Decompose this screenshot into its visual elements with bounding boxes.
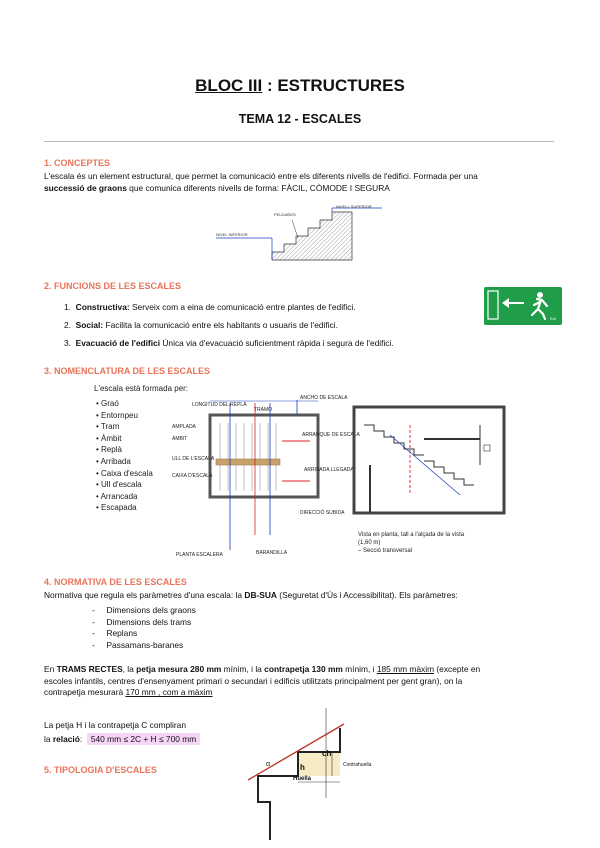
plan-label-planta: PLANTA ESCALERA [176,552,223,558]
fig-h: h [300,763,305,772]
plan-label-ull: ULL DE L'ESCALA [172,456,215,462]
section-2-heading: 2. FUNCIONS DE LES ESCALES [44,281,182,291]
stair-section-figure [350,405,510,517]
page-title [0,76,600,96]
normativa-bullet: - Dimensions dels trams [92,616,192,627]
normativa-bullet: - Replans [92,628,138,638]
section-5-heading: 5. TIPOLOGIA D'ESCALES [44,765,157,775]
plan-label-ancho: ANCHO DE ESCALA [300,395,348,401]
title-bold: BLOC III [195,76,263,95]
normativa-bullets [92,605,196,651]
plan-label-direccio: DIRECCIÓ SUBIDA [300,510,345,516]
nomenclature-term: • Escapada [96,503,137,513]
plan-label-arribada: ARRIBADA LLEGADA [304,467,354,473]
section-4-heading: 4. NORMATIVA DE LES ESCALES [44,577,187,587]
plan-label-amplada: AMPLADA [172,424,196,430]
function-bold: Social: [75,320,104,330]
function-item [64,338,394,348]
nomenclature-list [96,398,153,514]
function-text: Serveix com a eina de comunicació entre plantes de l'edifici. [129,302,356,312]
plan-label-replan: LONGITUD DEL REPLÀ [192,402,247,408]
function-item [64,302,356,312]
exit-sign [484,287,562,325]
plan-label-arranque: ARRANQUE DE ESCALA [302,432,360,438]
section-1-bold: successió de graons [44,182,127,193]
nomenclature-term: • Entornpeu [96,410,138,420]
nomenclature-intro: L'escala està formada per: [94,384,189,393]
plan-label-tramo: TRAMO [254,407,273,413]
normativa-intro: Normativa que regula els paràmetres d'una escala: la DB-SUA (Seguretat d'Ús i Accessibilitat). Els paràmetres: [44,590,458,600]
section-1-text [44,171,564,194]
section-1-line-1: L'escala és un element estructural, que permet la comunicació entre els diferents nivells de l'edifici. Formada per una [44,171,478,181]
plan-label-barandilla: BARANDILLA [256,550,288,556]
relacio-text: La petja H i la contrapetja C compliran la relació: 540 mm ≤ 2C + H ≤ 700 mm [44,720,200,745]
nomenclature-term: • Tram [96,422,120,432]
function-num: 2. [64,320,71,330]
section-1-line-2 [44,183,564,195]
function-num: 1. [64,302,71,312]
exit-sign-text: Exit [550,317,556,321]
plan-label-caixa: CAIXA D'ESCALA [172,473,213,479]
trams-rectes-text: En TRAMS RECTES, la petja mesura 280 mm mínim, i la contrapetja 130 mm mínim, i 185 mm màxim (excepte en escoles infantils, centres d'ensenyament primari o secundari i edificis utilitzats principalment per gent gran), on la contrapetja mesurarà 170 mm , com a màxim [44,664,481,697]
formula: 540 mm ≤ 2C + H ≤ 700 mm [87,733,200,745]
divider [44,141,554,142]
section-caption [358,531,464,555]
page-subtitle: TEMA 12 - ESCALES [238,112,362,126]
function-item [64,320,338,330]
fig-ch: ch [322,749,332,758]
db-sua: DB-SUA [244,590,277,600]
section-3-heading: 3. NOMENCLATURA DE LES ESCALES [44,366,211,376]
angle-alpha: α [266,761,271,768]
fig-contrahuella: Contrahuella [343,762,372,768]
label-nivell-inferior: NIVEL INFERIOR [216,232,248,237]
function-bold: Constructiva: [75,302,130,312]
nomenclature-term: • Ull d'escala [96,480,142,490]
nomenclature-term: • Arrancada [96,491,138,501]
function-num: 3. [64,338,71,348]
plan-label-ambit: ÀMBIT [172,436,188,442]
step-diagram [240,708,370,840]
title-rest: : ESTRUCTURES [262,76,405,95]
function-text: Única via d'evacuació suficientment ràpida i segura de l'edifici. [160,338,394,348]
nomenclature-term: • Arribada [96,456,131,466]
function-text: Facilita la comunicació entre els habitants o usuaris de l'edifici. [103,320,338,330]
normativa-bullet: - Passamans-baranes [92,639,184,650]
section-1-rest: que comunica diferents nivells de forma: FÀCIL, CÒMODE I SEGURA [126,182,390,193]
fig-huella: Huella [293,776,312,782]
label-peldanos: PELDAÑOS [274,212,296,217]
section-caption-line-2: (1,60 m) [358,540,381,546]
section-caption-line-3: – Secció transversal [358,548,413,554]
nomenclature-term: • Caixa d'escala [96,468,153,478]
nomenclature-term: • Replà [96,445,122,455]
nomenclature-term: • Graó [96,399,119,408]
section-caption-line-1: Vista en planta, tall a l'alçada de la vista [358,532,465,538]
section-1-heading: 1. CONCEPTES [44,158,111,168]
label-nivell-superior: NIVELL SUPERIOR [336,204,372,209]
nomenclature-term: • Àmbit [96,433,122,443]
function-bold: Evacuació de l'edifici [75,338,161,348]
normativa-bullet: - Dimensions dels graons [92,605,196,615]
